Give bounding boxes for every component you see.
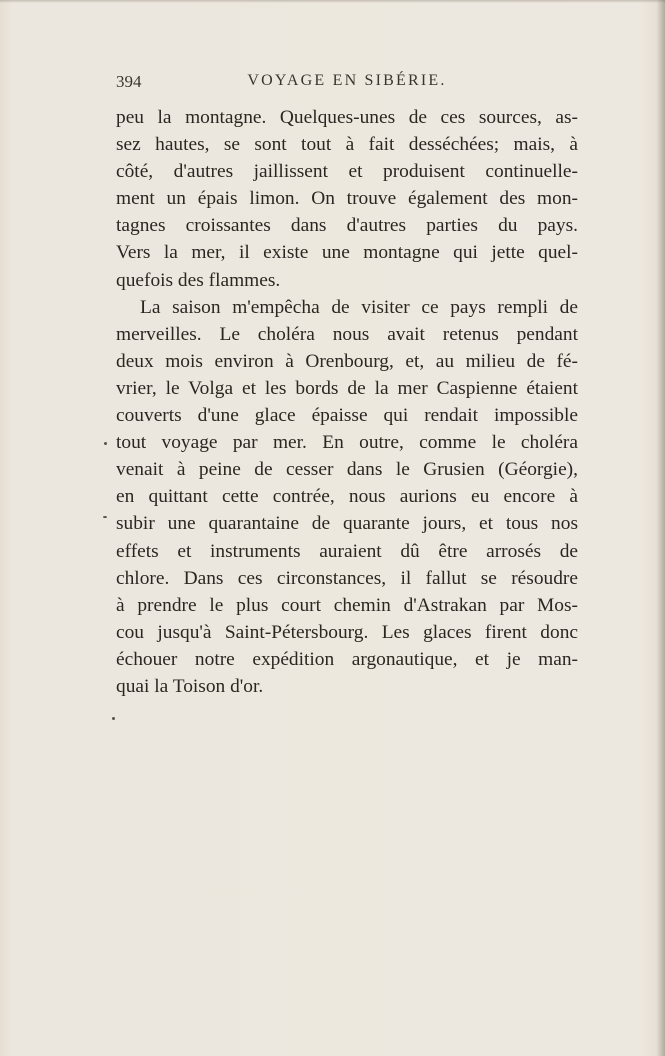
text-line: subir une quarantaine de quarante jours, et tous nos: [116, 513, 578, 535]
text-line: sez hautes, se sont tout à fait desséchées; mais, à: [116, 134, 578, 156]
text-line: tout voyage par mer. En outre, comme le choléra: [116, 432, 578, 454]
text-line: quefois des flammes.: [116, 269, 281, 291]
text-line: vrier, le Volga et les bords de la mer Caspienne étaient: [116, 377, 578, 399]
text-line: La saison m'empêcha de visiter ce pays rempli de: [140, 296, 578, 318]
text-line: ment un épais limon. On trouve également des mon-: [116, 188, 578, 210]
text-line: Vers la mer, il existe une montagne qui jette quel-: [116, 242, 578, 264]
text-line: échouer notre expédition argonautique, et je man-: [116, 648, 578, 670]
page-number: 394: [116, 72, 142, 91]
body-text: [116, 104, 578, 700]
text-line: deux mois environ à Orenbourg, et, au milieu de fé-: [116, 350, 578, 372]
text-line: quai la Toison d'or.: [116, 675, 264, 697]
text-line: chlore. Dans ces circonstances, il fallut se résoudre: [116, 567, 578, 589]
text-line: cou jusqu'à Saint-Pétersbourg. Les glaces firent donc: [116, 621, 578, 643]
running-title: VOYAGE EN SIBÉRIE.: [247, 72, 447, 89]
page-top-edge: [0, 0, 665, 3]
paragraph-1: [116, 104, 578, 294]
text-line: tagnes croissantes dans d'autres parties du pays.: [116, 215, 578, 237]
page-edge-shadow: [657, 0, 665, 1056]
ink-speck: [112, 717, 115, 720]
text-line: venait à peine de cesser dans le Grusien (Géorgie),: [116, 459, 578, 481]
ink-speck: [103, 516, 107, 518]
text-line: merveilles. Le choléra nous avait retenus pendant: [116, 323, 578, 345]
text-line: peu la montagne. Quelques-unes de ces sources, as-: [116, 107, 578, 128]
text-line: côté, d'autres jaillissent et produisent continuelle-: [116, 161, 578, 183]
page-header: [116, 72, 578, 96]
text-line: effets et instruments auraient dû être arrosés de: [116, 540, 578, 562]
paragraph-2: [116, 294, 578, 700]
ink-speck: [104, 442, 107, 445]
text-line: couverts d'une glace épaisse qui rendait impossible: [116, 405, 578, 427]
text-line: en quittant cette contrée, nous aurions eu encore à: [116, 486, 578, 508]
text-line: à prendre le plus court chemin d'Astrakan par Mos-: [116, 594, 578, 616]
